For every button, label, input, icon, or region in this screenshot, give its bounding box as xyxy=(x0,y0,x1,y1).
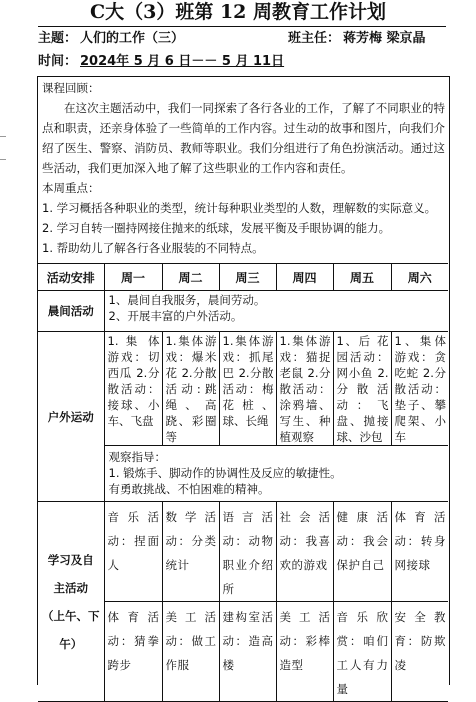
title-underline xyxy=(38,26,446,27)
header-corner: 活动安排 xyxy=(38,264,104,291)
date-row xyxy=(0,51,476,73)
learning-cell-mon-2: 体 育 活 动：猜拳跨步 xyxy=(104,602,162,702)
learning-cell-sat-2: 安 全 教育：防欺凌 xyxy=(391,602,448,702)
header-day-4: 周四 xyxy=(276,264,333,291)
date-label: 时间： xyxy=(38,54,78,69)
date-value: 2024年 5 月 6 日－－ 5 月 11日 xyxy=(80,54,285,69)
learning-label-line-2: 主活动 xyxy=(53,580,88,595)
learning-row-1 xyxy=(38,502,448,602)
morning-line-1: 1、晨间自我服务，晨间劳动。 xyxy=(108,293,266,307)
theme-value: 人们的工作（三） xyxy=(80,31,185,46)
focus-point-1: 1. 学习概括各种职业的类型，统计每种职业类型的人数，理解数的实际意义。 xyxy=(42,201,437,215)
outdoor-cell-fri: 1、后 花园活动：网小鱼 2.分散活动：飞盘、抛接球、沙包 xyxy=(333,332,391,446)
table-header-row xyxy=(38,264,448,291)
learning-cell-fri-2: 音 乐 欣 赏：咱们工人有力量 xyxy=(333,602,391,702)
outdoor-cell-wed: 1.集体游戏：抓尾巴 2.分散活动：梅花桩、球、长绳 xyxy=(219,332,276,446)
learning-label-line-1: 学习及自 xyxy=(47,552,94,567)
outdoor-cell-sat: 1、集体游戏：贪吃蛇 2.分散活动：垫子、攀爬架、小车 xyxy=(391,332,448,446)
teacher-value: 蒋芳梅 梁京晶 xyxy=(343,31,426,46)
learning-cell-tue-2: 美 工 活 动：做工作服 xyxy=(162,602,219,702)
learning-cell-tue-1: 数 学 活 动：分类统计 xyxy=(162,502,219,602)
plan-sheet xyxy=(37,76,450,696)
theme-row xyxy=(0,28,476,50)
learning-cell-thu-1: 社 会 活 动：我喜欢的游戏 xyxy=(276,502,333,602)
theme-label: 主题： xyxy=(38,31,78,46)
focus-heading: 本周重点： xyxy=(42,181,100,195)
learning-label xyxy=(38,502,104,702)
outdoor-cell-thu: 1.集体游戏：猫捉老鼠 2.分散活动：涂鸦墙、写生、种植观察 xyxy=(276,332,333,446)
learning-cell-wed-2: 建构室活动：造高楼 xyxy=(219,602,276,702)
page-edge-mark xyxy=(0,136,6,160)
outdoor-guide xyxy=(104,446,448,502)
learning-cell-mon-1: 音 乐 活 动：捏面人 xyxy=(104,502,162,602)
guide-title: 观察指导： xyxy=(108,450,166,464)
outdoor-cell-mon: 1. 集 体游戏：切西瓜 2.分散活动：接球、小车、飞盘 xyxy=(104,332,162,446)
schedule-table xyxy=(38,264,448,702)
outdoor-cell-tue: 1.集体游戏：爆米花 2.分散活动:跳绳、高跷、彩圈等 xyxy=(162,332,219,446)
learning-label-line-4: 午） xyxy=(59,636,83,651)
morning-label: 晨间活动 xyxy=(38,291,104,332)
learning-cell-sat-1: 体 育 活 动：转身网接球 xyxy=(391,502,448,602)
learning-cell-fri-1: 健 康 活 动：我会保护自己 xyxy=(333,502,391,602)
focus-point-2: 2. 学习自转一圈持网接住抛来的纸球，发展平衡及手眼协调的能力。 xyxy=(42,221,391,235)
review-section xyxy=(38,77,448,264)
teacher-label: 班主任： xyxy=(288,31,341,46)
learning-cell-thu-2: 美 工 活 动：彩棒造型 xyxy=(276,602,333,702)
morning-line-2: 2、开展丰富的户外活动。 xyxy=(108,309,243,323)
header-day-1: 周一 xyxy=(104,264,162,291)
review-body: 在这次主题活动中，我们一同探索了各行各业的工作，了解了不同职业的特点和职责，还亲身体验了一些简单的工作内容。过生动的故事和图片，向我们介绍了医生、警察、消防员、教师等职业。我们分组进行了角色扮演活动。通过这些活动，我们更加深入地了解了这些职业的工作内容和责任。 xyxy=(42,101,445,175)
header-day-3: 周三 xyxy=(219,264,276,291)
morning-content xyxy=(104,291,448,332)
guide-line-1: 1. 锻炼手、脚动作的协调性及反应的敏捷性。 xyxy=(108,466,342,480)
outdoor-row xyxy=(38,332,448,446)
focus-point-3: 1. 帮助幼儿了解各行各业服装的不同特点。 xyxy=(42,241,264,255)
morning-row xyxy=(38,291,448,332)
page-title: C大（3）班第 12 周教育工作计划 xyxy=(89,1,386,23)
outdoor-label: 户外运动 xyxy=(38,332,104,502)
header-day-6: 周六 xyxy=(391,264,448,291)
header-day-2: 周二 xyxy=(162,264,219,291)
header-day-5: 周五 xyxy=(333,264,391,291)
learning-cell-wed-1: 语 言 活 动：动物职业介绍所 xyxy=(219,502,276,602)
learning-label-line-3: （上午、下 xyxy=(42,608,100,623)
review-heading: 课程回顾： xyxy=(42,81,100,95)
guide-line-2: 有勇敢挑战、不怕困难的精神。 xyxy=(108,482,270,496)
